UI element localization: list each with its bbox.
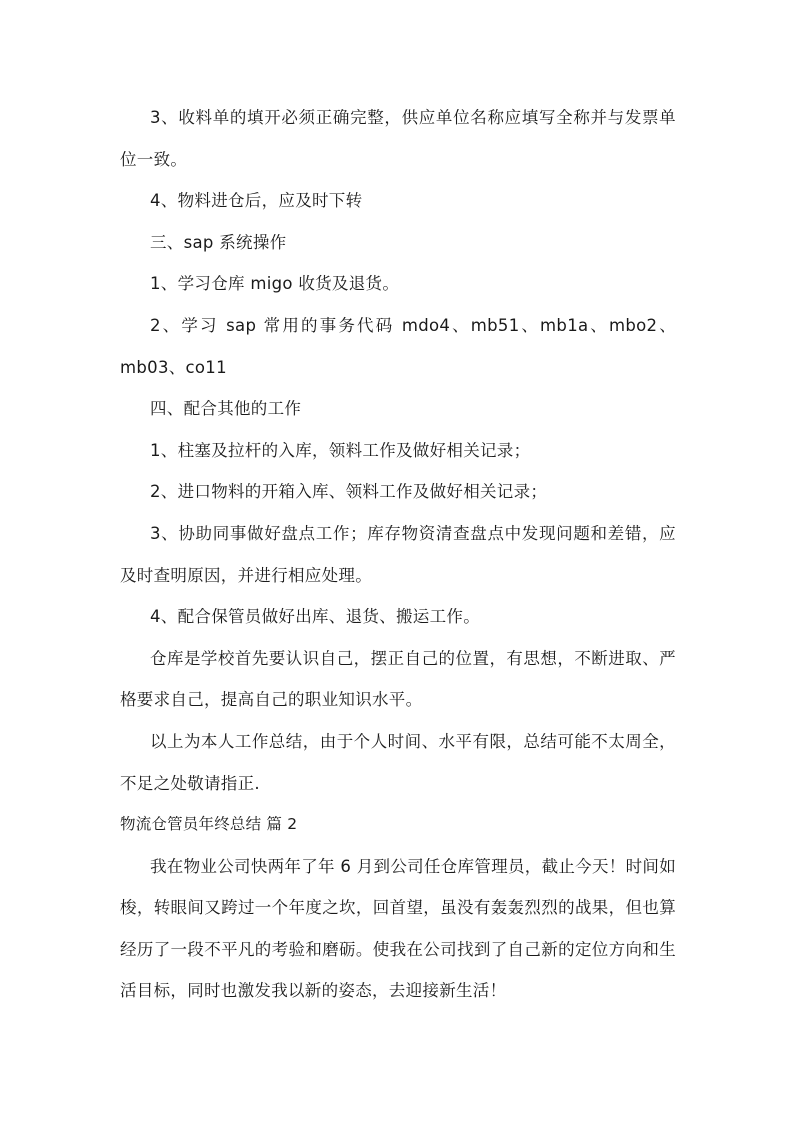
paragraph: 4、物料进仓后，应及时下转	[150, 191, 363, 211]
section-heading: 四、配合其他的工作	[150, 399, 302, 419]
paragraph: 4、配合保管员做好出库、退货、搬运工作。	[150, 607, 480, 627]
paragraph: 2、进口物料的开箱入库、领料工作及做好相关记录；	[150, 482, 548, 502]
paragraph: 以上为本人工作总结，由于个人时间、水平有限，总结可能不太周全，不足之处敬请指正.	[120, 731, 676, 793]
paragraph: 3、协助同事做好盘点工作；库存物资清查盘点中发现问题和差错，应及时查明原因，并进行相应处理。	[120, 523, 676, 585]
paragraph: 3、收料单的填开必须正确完整，供应单位名称应填写全称并与发票单位一致。	[120, 108, 676, 169]
section-heading: 三、sap 系统操作	[150, 232, 287, 252]
article-title: 物流仓管员年终总结 篇 2	[120, 815, 298, 834]
paragraph: 1、学习仓库 migo 收货及退货。	[150, 274, 400, 294]
paragraph: 我在物业公司快两年了年 6 月到公司任仓库管理员，截止今天！时间如梭，转眼间又跨过一个年度之坎，回首望，虽没有轰轰烈烈的战果，但也算经历了一段不平凡的考验和磨砺。使我在公司找到了自己新的定位方向和生活目标，同时也激发我以新的姿态，去迎接新生活！	[120, 856, 676, 1001]
document-body	[120, 97, 676, 1012]
paragraph: 1、柱塞及拉杆的入库，领料工作及做好相关记录；	[150, 440, 531, 460]
paragraph: 仓库是学校首先要认识自己，摆正自己的位置，有思想，不断进取、严格要求自己，提高自己的职业知识水平。	[120, 648, 676, 710]
paragraph: 2、学习 sap 常用的事务代码 mdo4、mb51、mb1a、mbo2、mb03、co11	[120, 315, 676, 377]
